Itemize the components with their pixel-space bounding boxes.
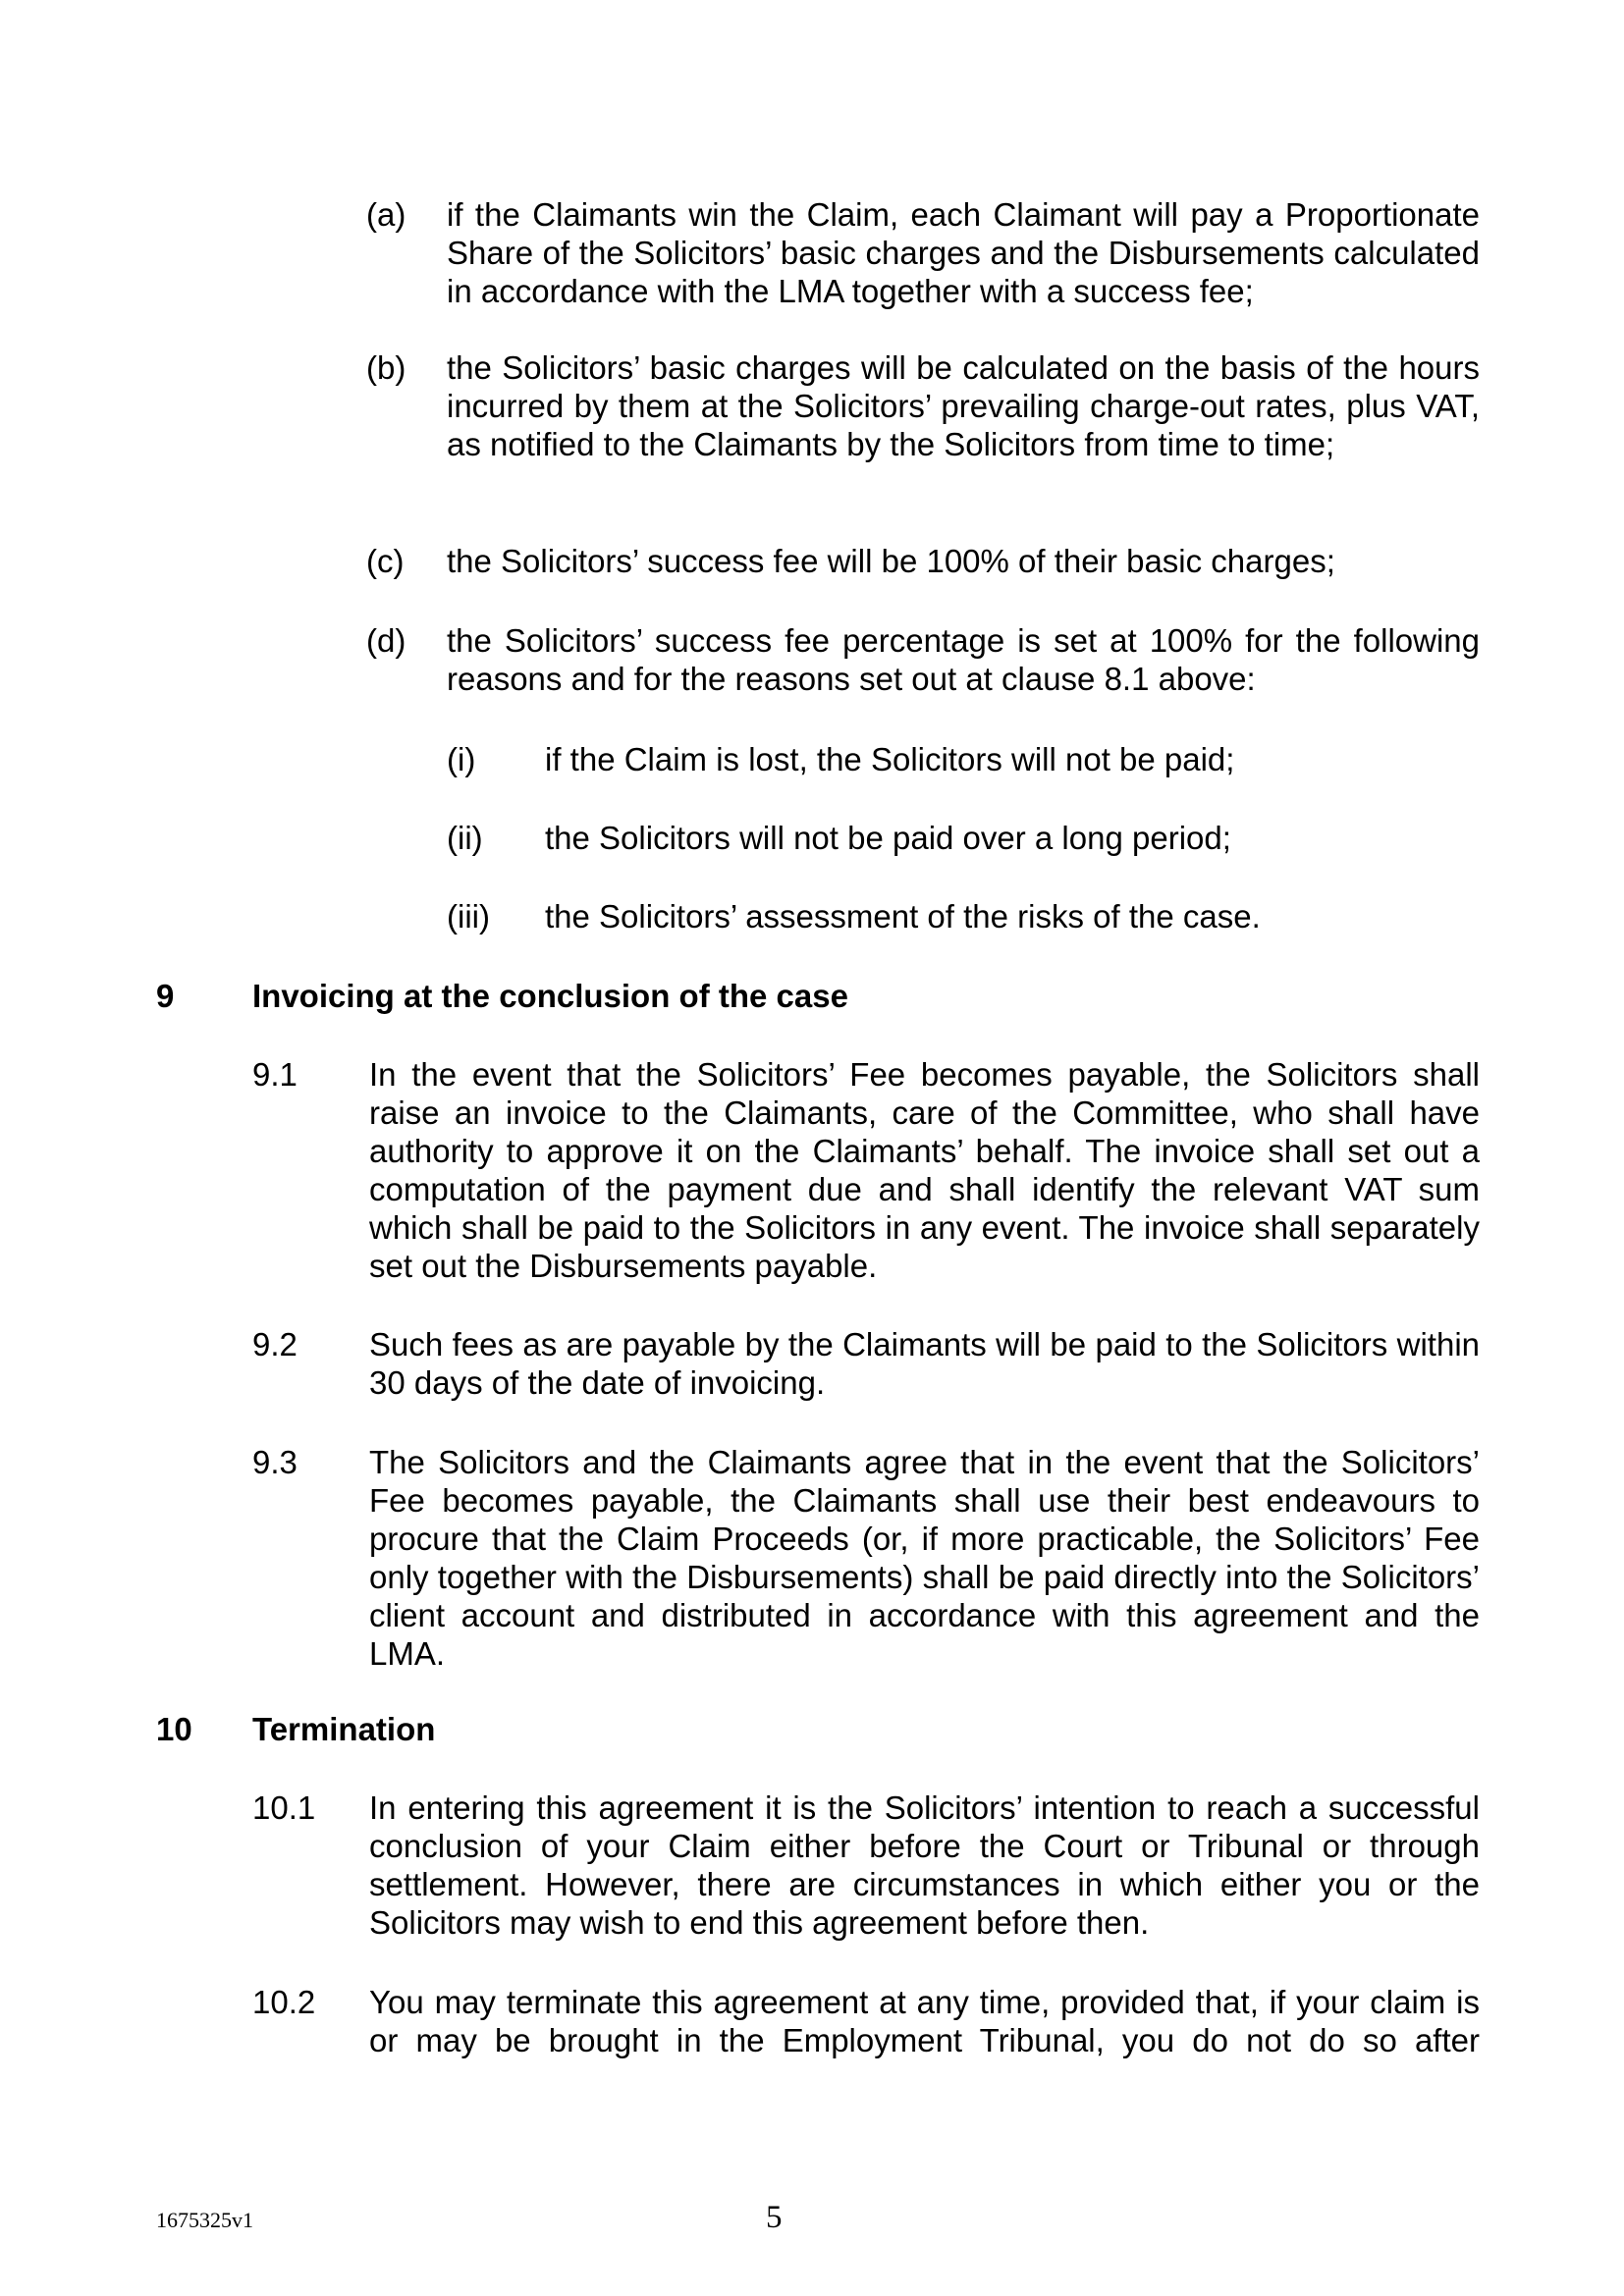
item-iii-text: the Solicitors’ assessment of the risks of the case. — [545, 898, 1261, 934]
section-9-number: 9 — [156, 978, 175, 1014]
clause-10-1-label: 10.1 — [252, 1789, 316, 1826]
section-9-title: Invoicing at the conclusion of the case — [252, 978, 848, 1014]
item-a — [366, 195, 1480, 310]
clause-9-1 — [252, 1055, 1480, 1285]
item-iii-label: (iii) — [447, 898, 490, 934]
clause-10-1-text: In entering this agreement it is the Solicitors’ intention to reach a successful conclusion of your Claim either before the Court or Tribunal or through settlement. However, there are circumstances in which either you or the Solicitors may wish to end this agreement before then. — [369, 1789, 1480, 1941]
item-i-label: (i) — [447, 741, 476, 777]
section-10-title: Termination — [252, 1711, 436, 1747]
item-c-label: (c) — [366, 543, 405, 579]
clause-9-1-label: 9.1 — [252, 1056, 298, 1093]
document-reference: 1675325v1 — [156, 2208, 253, 2232]
clause-9-3 — [252, 1443, 1480, 1673]
clause-9-2-text: Such fees as are payable by the Claimants will be paid to the Solicitors within 30 days of the date of invoicing. — [369, 1326, 1480, 1401]
page-number: 5 — [766, 2200, 783, 2235]
clause-10-1 — [252, 1789, 1480, 1942]
clause-9-3-label: 9.3 — [252, 1444, 298, 1480]
item-i-text: if the Claim is lost, the Solicitors will not be paid; — [545, 741, 1235, 777]
item-b-text: the Solicitors’ basic charges will be calculated on the basis of the hours incurred by them at the Solicitors’ prevailing charge-out rates, plus VAT, as notified to the Claimants by the Solicitors from time to time; — [447, 349, 1480, 462]
clause-9-1-text: In the event that the Solicitors’ Fee becomes payable, the Solicitors shall raise an invoice to the Claimants, care of the Committee, who shall have authority to approve it on the Claimants’ behalf. The invoice shall set out a computation of the payment due and shall identify the relevant VAT sum which shall be paid to the Solicitors in any event. The invoice shall separately set out the Disbursements payable. — [369, 1056, 1480, 1284]
item-a-text: if the Claimants win the Claim, each Claimant will pay a Proportionate Share of the Solicitors’ basic charges and the Disbursements calculated in accordance with the LMA together with a success fee; — [447, 196, 1480, 309]
clause-9-3-text: The Solicitors and the Claimants agree that in the event that the Solicitors’ Fee becomes payable, the Claimants shall use their best endeavours to procure that the Claim Proceeds (or, if more practicable, the Solicitors’ Fee only together with the Disbursements) shall be paid directly into the Solicitors’ client account and distributed in accordance with this agreement and the LMA. — [369, 1444, 1480, 1672]
section-10-number: 10 — [156, 1711, 192, 1747]
item-a-label: (a) — [366, 196, 406, 233]
item-d — [366, 621, 1480, 698]
item-b-label: (b) — [366, 349, 406, 386]
item-d-text: the Solicitors’ success fee percentage is set at 100% for the following reasons and for the reasons set out at clause 8.1 above: — [447, 622, 1480, 697]
clause-10-2-text: You may terminate this agreement at any time, provided that, if your claim is or may be brought in the Employment Tribunal, you do not do so after — [369, 1984, 1480, 2058]
clause-9-2 — [252, 1325, 1480, 1402]
item-iii — [447, 897, 1480, 935]
item-c — [366, 542, 1480, 580]
item-b — [366, 348, 1480, 463]
item-ii-text: the Solicitors will not be paid over a long period; — [545, 820, 1231, 856]
item-ii-label: (ii) — [447, 820, 483, 856]
clause-10-2-label: 10.2 — [252, 1984, 316, 2020]
clause-10-2 — [252, 1983, 1480, 2059]
item-d-label: (d) — [366, 622, 406, 659]
item-i — [447, 740, 1480, 778]
clause-9-2-label: 9.2 — [252, 1326, 298, 1362]
item-ii — [447, 819, 1480, 857]
item-c-text: the Solicitors’ success fee will be 100% of their basic charges; — [447, 543, 1335, 579]
